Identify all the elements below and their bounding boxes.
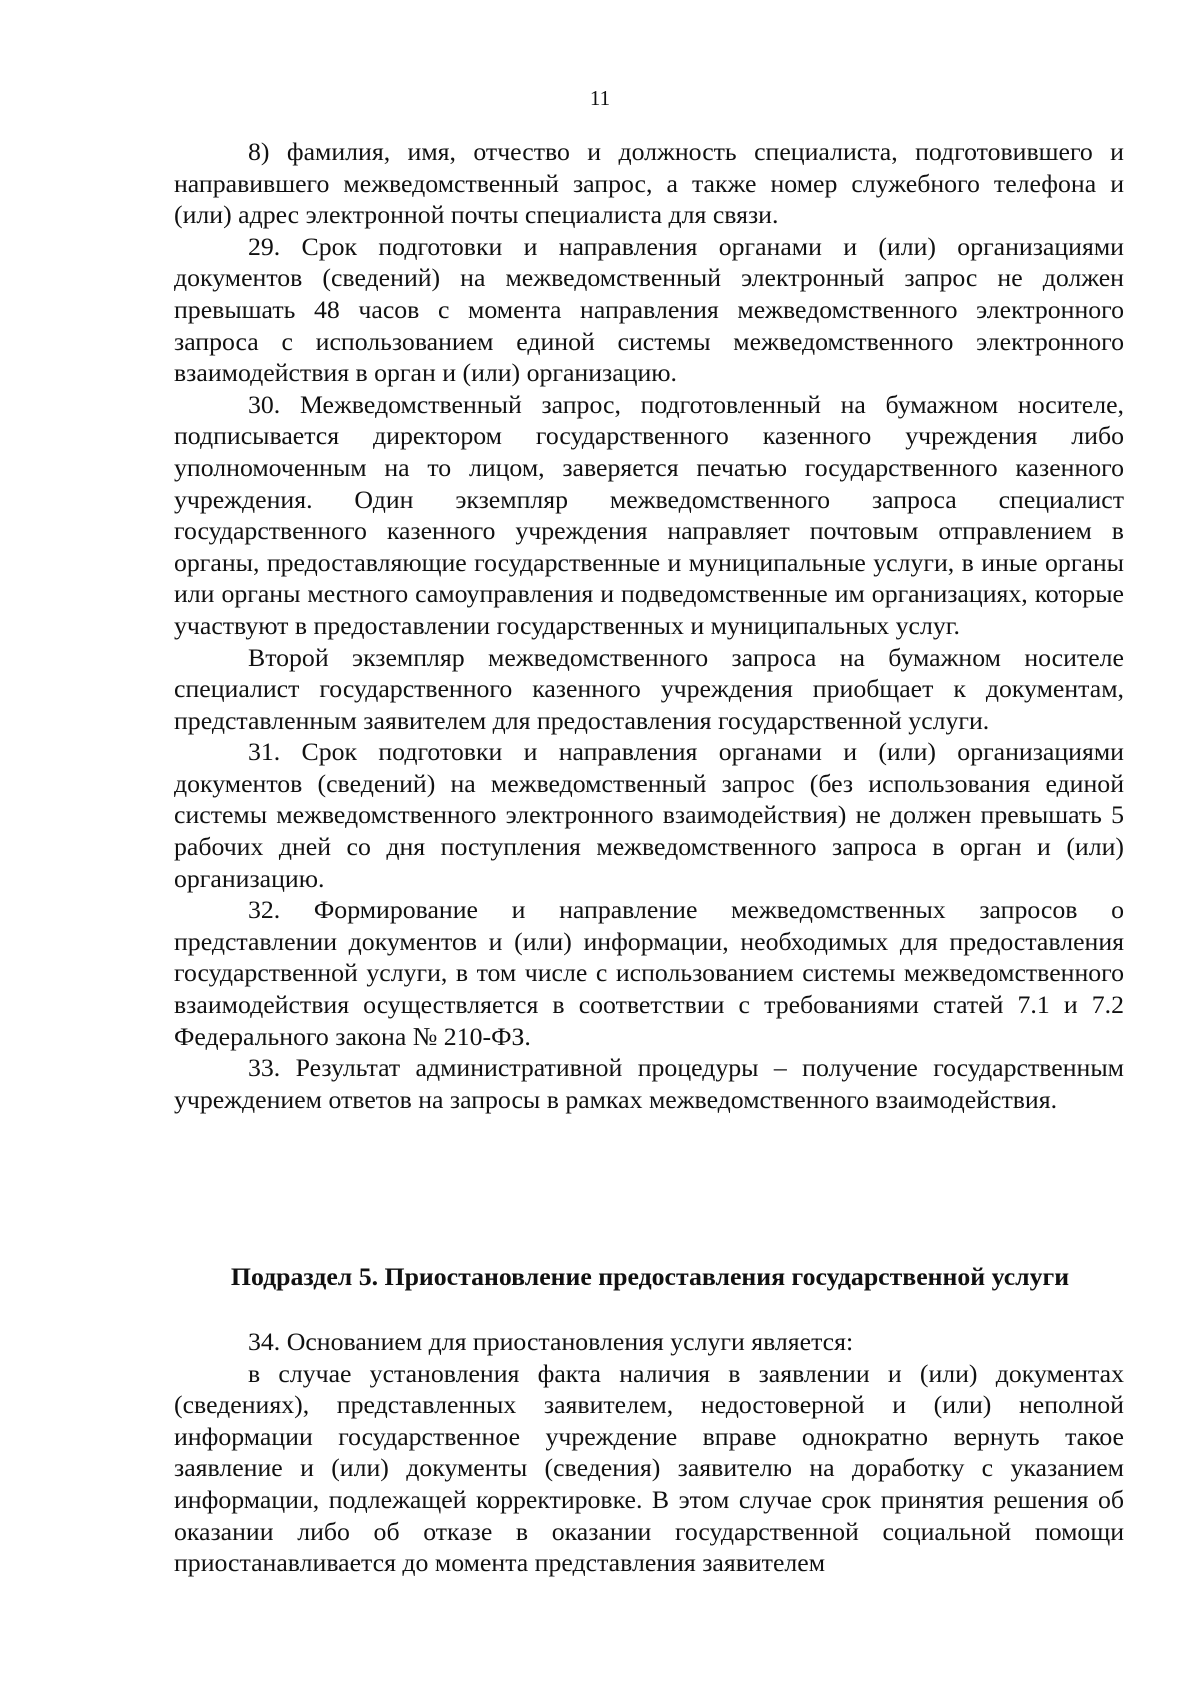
paragraph-30-second-copy: Второй экземпляр межведомственного запроса на бумажном носителе специалист государственного казенного учреждения приобщает к документам, представленным заявителем для предоставления государственной услуги. (174, 642, 1124, 735)
paragraph-34-condition: в случае установления факта наличия в заявлении и (или) документах (сведениях), представленных заявителем, недостоверной и (или) неполной информации государственное учреждение вправе однократно вернуть такое заявление и (или) документы (сведения) заявителю на доработку с указанием информации, подлежащей корректировке. В этом случае срок принятия решения об оказании либо об отказе в оказании государственной социальной помощи приостанавливается до момента представления заявителем (174, 1358, 1124, 1578)
paragraph-33: 33. Результат административной процедуры – получение государственным учреждением ответов на запросы в рамках межведомственного взаимодействия. (174, 1053, 1124, 1114)
paragraph-30: 30. Межведомственный запрос, подготовленный на бумажном носителе, подписывается директором государственного казенного учреждения либо уполномоченным на то лицом, заверяется печатью государственного казенного учреждения. Один экземпляр межведомственного запроса специалист государственного казенного учреждения направляет почтовым отправлением в органы, предоставляющие государственные и муниципальные услуги, в иные органы или органы местного самоуправления и подведомственные им организациях, которые участвуют в предоставлении государственных и муниципальных услуг. (174, 389, 1124, 640)
paragraph-item-8: 8) фамилия, имя, отчество и должность специалиста, подготовившего и направившего межведомственный запрос, а также номер служебного телефона и (или) адрес электронной почты специалиста для связи. (174, 137, 1124, 230)
paragraph-34: 34. Основанием для приостановления услуги является: (248, 1327, 854, 1356)
paragraph-31: 31. Срок подготовки и направления органами и (или) организациями документов (сведений) на межведомственный запрос (без использования единой системы межведомственного электронного взаимодействия) не должен превышать 5 рабочих дней со дня поступления межведомственного запроса в орган и (или) организацию. (174, 737, 1124, 893)
body-text-bottom (174, 1326, 1124, 1579)
paragraph-29: 29. Срок подготовки и направления органами и (или) организациями документов (сведений) на межведомственный электронный запрос не должен превышать 48 часов с момента направления межведомственного электронного запроса с использованием единой системы межведомственного электронного взаимодействия в орган и (или) организацию. (174, 231, 1124, 388)
body-text-top (174, 136, 1124, 1115)
section-title: Подраздел 5. Приостановление предоставления государственной услуги (230, 1262, 1070, 1291)
page-number: 11 (589, 86, 611, 110)
paragraph-32: 32. Формирование и направление межведомственных запросов о представлении документов и (или) информации, необходимых для предоставления государственной услуги, в том числе с использованием системы межведомственного взаимодействия осуществляется в соответствии с требованиями статей 7.1 и 7.2 Федерального закона № 210-ФЗ. (174, 895, 1124, 1051)
